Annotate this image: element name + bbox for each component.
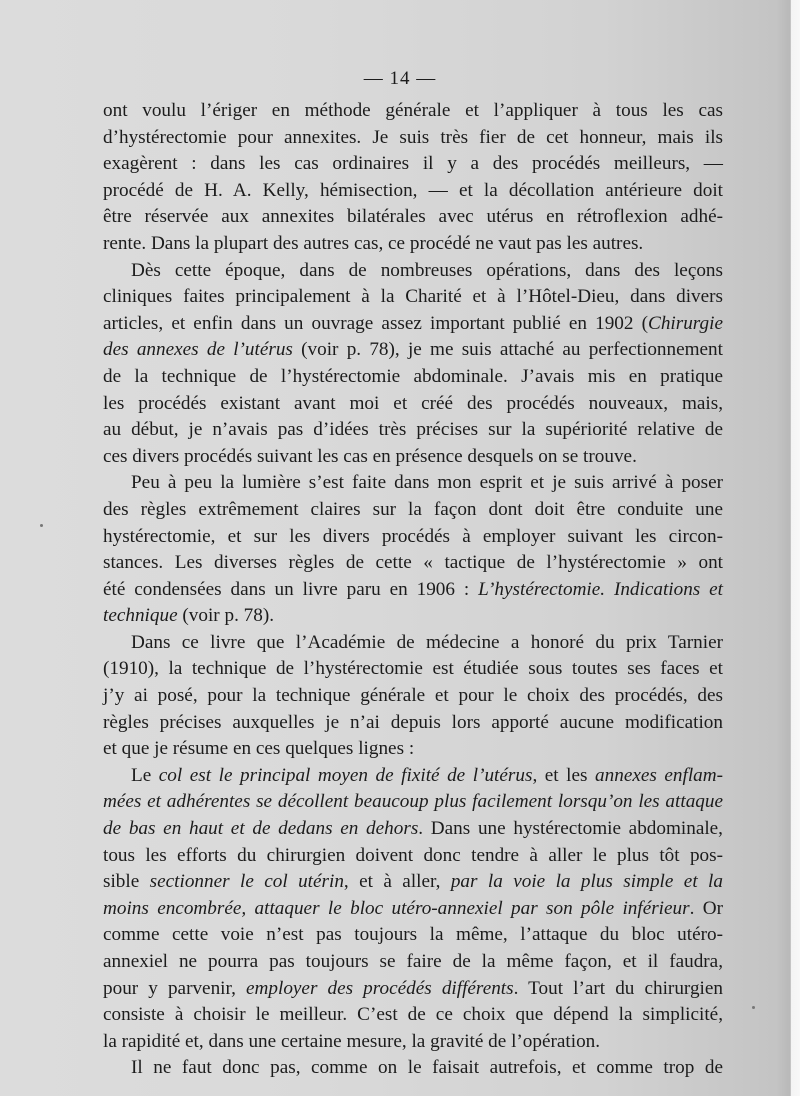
book-title: technique xyxy=(103,605,178,627)
text-run: . Dans une hystérectomie abdominale, xyxy=(418,818,723,840)
book-title: L’hystérectomie. Indications et xyxy=(478,578,724,600)
text-line: Peu à peu la lumière s’est faite dans mon esprit et je suis arrivé à poser xyxy=(131,472,723,494)
text-run: , et à aller, xyxy=(343,871,451,893)
text-line: ces divers procédés suivant les cas en présence desquels on se trouve. xyxy=(103,445,637,467)
emphasis: sectionner le col utérin xyxy=(149,871,344,893)
text-line: procédé de H. A. Kelly, hémisection, — et la décollation antérieure doit xyxy=(103,179,723,201)
text-line xyxy=(103,577,723,604)
text-line xyxy=(103,976,723,1003)
text-line: (1910), la technique de l’hystérectomie est étudiée sous toutes ses faces et xyxy=(103,658,723,680)
text-run: articles, et enfin dans un ouvrage assez important publié en 1902 ( xyxy=(103,312,649,334)
book-title: Chirurgie xyxy=(648,312,723,334)
emphasis: moins encombrée, attaquer le bloc utéro-annexiel par son pôle inférieur xyxy=(103,897,690,919)
emphasis: mées et adhérentes se décollent beaucoup plus facilement lorsqu’on les attaque xyxy=(103,791,723,813)
text-line: Dans ce livre que l’Académie de médecine a honoré du prix Tarnier xyxy=(131,631,723,653)
text-line xyxy=(103,603,723,630)
text-line: comme cette voie n’est pas toujours la même, l’attaque du bloc utéro- xyxy=(103,924,723,946)
text-line: et que je résume en ces quelques lignes : xyxy=(103,738,415,760)
text-run: (voir p. 78), je me suis attaché au perfectionnement xyxy=(292,339,723,361)
scan-speck xyxy=(40,524,43,527)
text-line xyxy=(103,816,723,843)
text-line: rente. Dans la plupart des autres cas, ce procédé ne vaut pas les autres. xyxy=(103,232,644,254)
text-run: pour y parvenir, xyxy=(103,977,247,999)
text-line: d’hystérectomie pour annexites. Je suis très fier de cet honneur, mais ils xyxy=(103,126,723,148)
text-run: été condensées dans un livre paru en 1906 : xyxy=(103,578,479,600)
emphasis: employer des procédés différents xyxy=(246,977,514,999)
text-line: les procédés existant avant moi et créé des procédés nouveaux, mais, xyxy=(103,392,723,414)
text-line: être réservée aux annexites bilatérales avec utérus en rétroflexion adhé- xyxy=(103,206,723,228)
emphasis: col est le principal moyen de fixité de l’utérus xyxy=(158,764,533,786)
text-run: , et les xyxy=(532,764,596,786)
text-line: au début, je n’avais pas d’idées très précises sur la supériorité relative de xyxy=(103,419,723,441)
text-line xyxy=(103,337,723,364)
text-line: hystérectomie, et sur les divers procédés à employer suivant les circon- xyxy=(103,525,723,547)
text-line: la rapidité et, dans une certaine mesure, la gravité de l’opération. xyxy=(103,1030,601,1052)
text-line: consiste à choisir le meilleur. C’est de ce choix que dépend la simplicité, xyxy=(103,1004,723,1026)
text-run: . Tout l’art du chirurgien xyxy=(513,977,723,999)
text-line xyxy=(103,763,723,790)
text-run: (voir p. 78). xyxy=(177,605,275,627)
emphasis: annexes enflam- xyxy=(595,764,723,786)
emphasis: de bas en haut et de dedans en dehors xyxy=(103,818,419,840)
text-run: sible xyxy=(103,871,150,893)
text-line xyxy=(103,311,723,338)
text-line: Dès cette époque, dans de nombreuses opérations, dans des leçons xyxy=(131,259,723,281)
text-line: annexiel ne pourra pas toujours se faire de la même façon, et il faudra, xyxy=(103,951,723,972)
book-title: des annexes de l’utérus xyxy=(103,339,293,361)
text-line: ont voulu l’ériger en méthode générale et l’appliquer à tous les cas xyxy=(103,100,723,121)
text-line: tous les efforts du chirurgien doivent donc tendre à aller le plus tôt pos- xyxy=(103,844,723,866)
text-line: de la technique de l’hystérectomie abdominale. J’avais mis en pratique xyxy=(103,365,723,387)
text-line: règles précises auxquelles je n’ai depuis lors apporté aucune modification xyxy=(103,711,723,733)
text-line xyxy=(103,896,723,923)
scan-speck xyxy=(752,1006,755,1009)
body-text xyxy=(103,98,723,1082)
text-line xyxy=(103,789,723,816)
emphasis: par la voie la plus simple et la xyxy=(450,871,723,893)
text-line: exagèrent : dans les cas ordinaires il y a des procédés meilleurs, — xyxy=(103,153,723,175)
text-line xyxy=(103,869,723,896)
text-line: Il ne faut donc pas, comme on le faisait autrefois, et comme trop de xyxy=(131,1057,723,1079)
text-line: j’y ai posé, pour la technique générale et pour le choix des procédés, des xyxy=(103,685,723,707)
text-line: stances. Les diverses règles de cette « tactique de l’hystérectomie » ont xyxy=(103,552,723,574)
text-line: cliniques faites principalement à la Charité et à l’Hôtel-Dieu, dans divers xyxy=(103,286,723,308)
text-run: Le xyxy=(131,764,159,786)
text-run: . Or xyxy=(689,897,723,919)
page-number: — 14 — xyxy=(363,68,437,89)
text-line: des règles extrêmement claires sur la façon dont doit être conduite une xyxy=(103,498,723,520)
